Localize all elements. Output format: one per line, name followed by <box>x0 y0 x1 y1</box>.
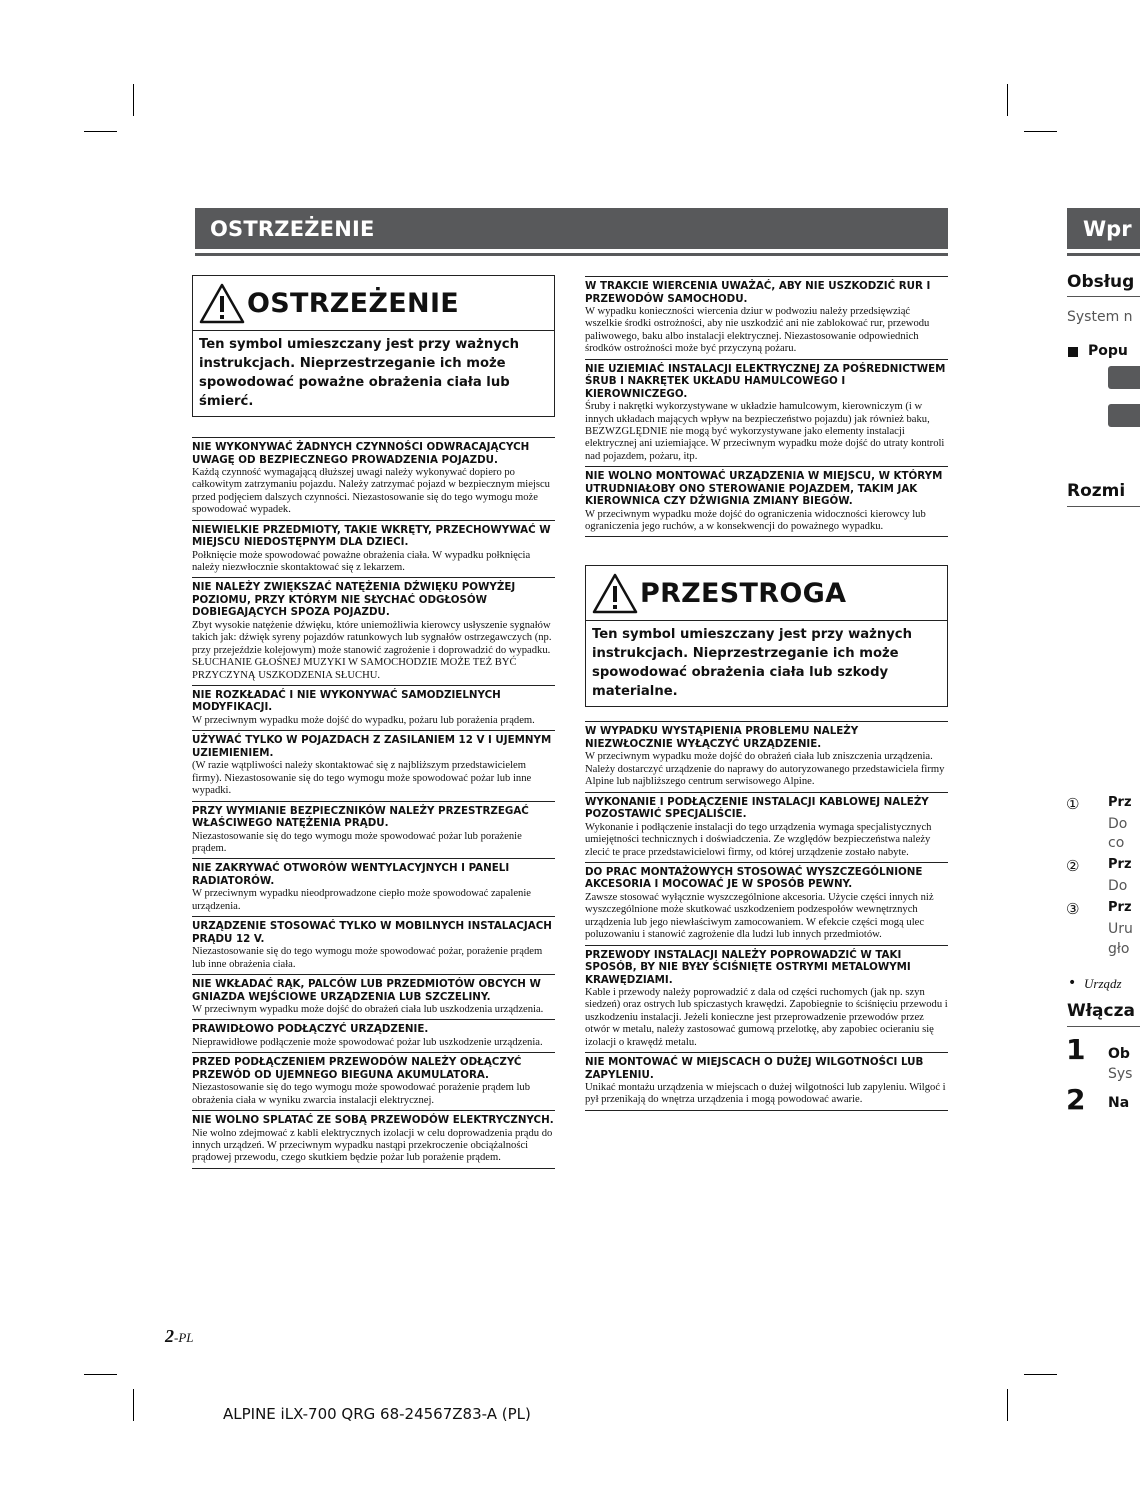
page-number-suffix: -PL <box>174 1330 194 1345</box>
next-page-banner-title: Wpr <box>1083 217 1132 241</box>
crop-mark <box>84 131 117 132</box>
item-heading: PRZY WYMIANIE BEZPIECZNIKÓW NALEŻY PRZESTRZEGAĆ WŁAŚCIWEGO NATĘŻENIA PRĄDU. <box>192 804 529 830</box>
next-page-step-text: Sys <box>1108 1066 1133 1082</box>
next-page-item-text: Uru <box>1108 921 1133 937</box>
item-body: W przeciwnym wypadku może dojść do obrażeń ciała lub zniszczenia urządzenia. Należy dostarczyć urządzenie do naprawy do autoryzowanego przedstawiciela firmy Alpine lub najbliższego centrum serwisowego Alpine. <box>585 751 945 788</box>
warning-item <box>192 686 555 731</box>
crop-mark <box>1007 1389 1008 1421</box>
item-heading: NIE ROZKŁADAĆ I NIE WYKONYWAĆ SAMODZIELNYCH MODYFIKACJI. <box>192 688 501 714</box>
caution-box <box>585 565 948 707</box>
item-body: Każdą czynność wymagającą dłuższej uwagi należy wykonywać dopiero po całkowitym zatrzymaniu pojazdu. Należy zatrzymać pojazd w bezpiecznym miejscu przed podjęciem dalszych czynności. Niezastosowanie się do tego wymogu może spowodować wypadek. <box>192 467 550 516</box>
item-heading: WYKONANIE I PODŁĄCZENIE INSTALACJI KABLOWEJ NALEŻY POZOSTAWIĆ SPECJALIŚCIE. <box>585 795 929 821</box>
page-number-value: 2 <box>165 1326 174 1346</box>
caution-text: Ten symbol umieszczany jest przy ważnych instrukcjach. Nieprzestrzeganie ich może spowodować obrażenia ciała lub szkody materialne. <box>592 627 913 700</box>
next-page-step-number: 1 <box>1066 1033 1086 1066</box>
caution-item <box>585 721 948 792</box>
item-heading: W WYPADKU WYSTĄPIENIA PROBLEMU NALEŻY NIEZWŁOCZNIE WYŁĄCZYĆ URZĄDZENIE. <box>585 725 859 750</box>
section-banner <box>195 208 948 249</box>
page-number <box>165 1326 194 1347</box>
item-body: Unikać montażu urządzenia w miejscach o dużej wilgotności lub zapyleniu. Wilgoć i pył przenikają do wnętrza urządzenia i mogą powodować awarie. <box>585 1082 946 1106</box>
warning-box <box>192 275 555 417</box>
item-heading: DO PRAC MONTAŻOWYCH STOSOWAĆ WYSZCZEGÓLNIONE AKCESORIA I MOCOWAĆ JE W SPOSÓB PEWNY. <box>585 865 923 891</box>
item-body: Wykonanie i podłączenie instalacji do tego urządzenia wymaga specjalistycznych umiejętności technicznych i doświadczenia. Ze względów bezpieczeństwa należy zlecić te prace przedstawicielowi firmy, od której urządzenie zostało nabyte. <box>585 821 932 858</box>
warning-item <box>585 276 948 360</box>
item-heading: URZĄDZENIE STOSOWAĆ TYLKO W MOBILNYCH INSTALACJACH PRĄDU 12 V. <box>192 920 552 945</box>
caution-triangle-icon <box>592 572 638 614</box>
next-page-banner <box>1067 208 1140 249</box>
next-page-item-text: co <box>1108 835 1125 851</box>
item-body: Kable i przewody należy poprowadzić z dala od części ruchomych (jak np. szyn siedzeń) oraz ostrych lub spiczastych krawędzi. Zapobiegnie to ściśnięciu przewodu i uszkodzeniu instalacji. Jeżeli konieczne jest przeprowadzenie przewodów przez otwór w metalu, należy zastosować gumową przelotkę, aby zapobiec ocieraniu się izolacji o krawędź metalu. <box>585 987 948 1048</box>
item-heading: NIE WOLNO SPLATAĆ ZE SOBĄ PRZEWODÓW ELEKTRYCZNYCH. <box>192 1114 554 1127</box>
item-body: Niezastosowanie się do tego wymogu może spowodować pożar, porażenie prądem lub inne obrażenia ciała. <box>192 946 543 970</box>
item-body: W przeciwnym wypadku może dojść do obrażeń ciała lub uszkodzenia urządzenia. <box>192 1004 544 1016</box>
crop-mark <box>1024 1374 1057 1375</box>
item-heading: NIE UZIEMIAĆ INSTALACJI ELEKTRYCZNEJ ZA POŚREDNICTWEM ŚRUB I NAKRĘTEK UKŁADU HAMULCOWEGO I KIEROWNICZEGO. <box>585 362 946 400</box>
caution-item <box>585 863 948 946</box>
next-page-rule <box>1067 296 1140 297</box>
crop-mark <box>133 84 134 116</box>
warning-item <box>192 578 555 686</box>
next-page-item-title: Prz <box>1108 900 1132 915</box>
next-page-item-number: ① <box>1066 795 1080 813</box>
warning-item <box>585 360 948 468</box>
next-page-item-number: ② <box>1066 857 1080 875</box>
warning-item <box>192 802 555 860</box>
next-page-step-title: Ob <box>1108 1046 1130 1062</box>
item-body: Śruby i nakrętki wykorzystywane w układzie hamulcowym, kierowniczym (i w innych układach mających wpływ na bezpieczeństwo pojazdu) jak również baku, BEZWZGLĘDNIE nie mogą być wykorzystywane jako elementy instalacji elektrycznej ani uziemiające. W przeciwnym wypadku może dojść do utraty kontroli nad pojazdem, pożaru, itp. <box>585 401 945 462</box>
next-page-text: System n <box>1067 309 1133 325</box>
warning-item <box>192 1053 555 1111</box>
warning-triangle-icon <box>199 282 245 324</box>
caution-item <box>585 946 948 1054</box>
warning-title: OSTRZEŻENIE <box>247 287 460 319</box>
item-heading: PRZEWODY INSTALACJI NALEŻY POPROWADZIĆ W TAKI SPOSÓB, BY NIE BYŁY ŚCIŚNIĘTE OSTRYMI METALOWYMI KRAWĘDZIAMI. <box>585 948 911 986</box>
item-heading: NIE WKŁADAĆ RĄK, PALCÓW LUB PRZEDMIOTÓW OBCYCH W GNIAZDA WEJŚCIOWE URZĄDZENIA LUB SZCZELINY. <box>192 978 541 1003</box>
item-heading: NIE WYKONYWAĆ ŻADNYCH CZYNNOŚCI ODWRACAJĄCYCH UWAGĘ OD BEZPIECZNEGO PROWADZENIA POJAZDU. <box>192 441 530 466</box>
warning-item <box>192 975 555 1020</box>
warning-item <box>192 859 555 917</box>
item-heading: NIE NALEŻY ZWIĘKSZAĆ NATĘŻENIA DŹWIĘKU POWYŻEJ POZIOMU, PRZY KTÓRYM NIE SŁYCHAĆ ODGŁOSÓW DOBIEGAJĄCYCH SPOZA POJAZDU. <box>192 581 516 619</box>
warning-item <box>585 467 948 537</box>
item-body: Niezastosowanie się do tego wymogu może spowodować porażenie prądem lub obrażenia ciała w wyniku zwarcia instalacji elektrycznej. <box>192 1082 531 1106</box>
item-body: Zbyt wysokie natężenie dźwięku, które uniemożliwia kierowcy usłyszenie sygnałów takich jak: dźwięk syreny pojazdów ratunkowych lub sygnałów ostrzegawczych (np. przy przejeździe kolejowym) może stanowić zagrożenie i doprowadzić do wypadku. SŁUCHANIE GŁOŚNEJ MUZYKI W SAMOCHODZIE MOŻE TEŻ BYĆ PRZYCZYNĄ USZKODZENIA SŁUCHU. <box>192 619 552 681</box>
next-page-step-title: Na <box>1108 1095 1130 1111</box>
item-body: Nieprawidłowe podłączenie może spowodować pożar lub uszkodzenie urządzenia. <box>192 1036 543 1048</box>
banner-title: OSTRZEŻENIE <box>210 217 375 241</box>
next-page-rule <box>1067 506 1140 507</box>
warning-header <box>193 276 554 331</box>
caution-item <box>585 793 948 863</box>
left-column <box>192 275 555 1169</box>
item-body: Zawsze stosować wyłącznie wyszczególnione akcesoria. Użycie części innych niż wyszczególnione może skutkować uszkodzeniem podzespołów wewnętrznych urządzenia lub jego niewłaściwym zamocowaniem. W efekcie części mogą ulec poluzowaniu i stanowić zagrożenie dla ludzi lub innych przedmiotów. <box>585 891 934 941</box>
next-page-button-graphic <box>1108 366 1140 389</box>
warning-item <box>192 521 555 579</box>
next-page-heading: Włącza <box>1067 1001 1135 1021</box>
next-page-button-graphic <box>1108 404 1140 427</box>
caution-item <box>585 1053 948 1111</box>
item-body: Połknięcie może spowodować poważne obrażenia ciała. W wypadku połknięcia należy niezwłocznie skontaktować się z lekarzem. <box>192 549 531 574</box>
warning-item <box>192 1111 555 1169</box>
next-page-item-title: Prz <box>1108 857 1132 872</box>
next-page-rule <box>1067 1026 1140 1027</box>
item-body: Niezastosowanie się do tego wymogu może spowodować pożar lub porażenie prądem. <box>192 830 522 854</box>
item-body: W wypadku konieczności wiercenia dziur w podwoziu należy przedsięwziąć wszelkie środki ostrożności, aby nie uszkodzić ani nie zablokować rur, przewodu paliwowego, baku albo instalacji elektrycznej. Niezastosowanie odpowiednich środków ostrożności może być przyczyną pożaru. <box>585 306 930 355</box>
item-body: W przeciwnym wypadku może dojść do ograniczenia widoczności kierowcy lub ograniczenia jego ruchów, a w konsekwencji do poważnego wypadku. <box>585 508 926 533</box>
item-heading: UŻYWAĆ TYLKO W POJAZDACH Z ZASILANIEM 12 V I UJEMNYM UZIEMIENIEM. <box>192 734 552 759</box>
next-page-bullet-label: Popu <box>1088 343 1128 359</box>
warning-item <box>192 437 555 521</box>
next-page-heading: Rozmi <box>1067 481 1126 501</box>
item-heading: W TRAKCIE WIERCENIA UWAŻAĆ, ABY NIE USZKODZIĆ RUR I PRZEWODÓW SAMOCHODU. <box>585 280 931 305</box>
warning-item <box>192 917 555 975</box>
next-page-item-text: Do <box>1108 816 1128 832</box>
next-page-note: Urządz <box>1084 976 1122 991</box>
next-page-heading: Obsług <box>1067 272 1135 292</box>
crop-mark <box>1024 131 1057 132</box>
next-page-step-number: 2 <box>1066 1083 1086 1116</box>
right-column <box>585 276 948 1111</box>
warning-item <box>192 1020 555 1053</box>
crop-mark <box>1007 84 1008 116</box>
warning-item <box>192 731 555 801</box>
item-heading: NIE ZAKRYWAĆ OTWORÓW WENTYLACYJNYCH I PANELI RADIATORÓW. <box>192 862 510 887</box>
caution-header <box>586 566 947 621</box>
crop-mark <box>84 1374 117 1375</box>
item-heading: NIE WOLNO MONTOWAĆ URZĄDZENIA W MIEJSCU, W KTÓRYM UTRUDNIAŁOBY ONO STEROWANIE POJAZDEM, TAKIM JAK KIEROWNICA CZY DŹWIGNIA ZMIANY BIEGÓW. <box>585 470 943 508</box>
next-page-item-text: Do <box>1108 878 1128 894</box>
next-page-note-bullet: • <box>1068 975 1077 991</box>
print-footer: ALPINE iLX-700 QRG 68-24567Z83-A (PL) <box>223 1405 531 1423</box>
next-page-item-text: gło <box>1108 941 1130 957</box>
item-heading: PRAWIDŁOWO PODŁĄCZYĆ URZĄDZENIE. <box>192 1023 429 1036</box>
warning-text: Ten symbol umieszczany jest przy ważnych instrukcjach. Nieprzestrzeganie ich może spowodować poważne obrażenia ciała lub śmierć. <box>199 337 520 409</box>
item-body: (W razie wątpliwości należy skontaktować się z najbliższym przedstawicielem firmy). Niezastosowanie się do tego wymogu może spowodować pożar lub inne wypadki. <box>192 760 532 797</box>
item-body: Nie wolno zdejmować z kabli elektrycznych izolacji w celu doprowadzenia prądu do innych urządzeń. W przeciwnym wypadku nastąpi przekroczenie obciążalności prądowej przewodu, czego skutkiem będzie pożar lub porażenie prądem. <box>192 1127 553 1164</box>
banner-rule <box>195 253 948 256</box>
bullet-square-icon <box>1068 347 1078 357</box>
next-page-item-number: ③ <box>1066 900 1080 918</box>
item-body: W przeciwnym wypadku może dojść do wypadku, pożaru lub porażenia prądem. <box>192 714 535 726</box>
next-page-banner-rule <box>1067 253 1140 256</box>
item-heading: NIE MONTOWAĆ W MIEJSCACH O DUŻEJ WILGOTNOŚCI LUB ZAPYLENIU. <box>585 1056 924 1081</box>
item-heading: NIEWIELKIE PRZEDMIOTY, TAKIE WKRĘTY, PRZECHOWYWAĆ W MIEJSCU NIEDOSTĘPNYM DLA DZIECI. <box>192 523 551 549</box>
next-page-item-title: Prz <box>1108 795 1132 810</box>
item-body: W przeciwnym wypadku nieodprowadzone ciepło może spowodować zapalenie urządzenia. <box>192 888 531 912</box>
caution-title: PRZESTROGA <box>640 577 847 609</box>
item-heading: PRZED PODŁĄCZENIEM PRZEWODÓW NALEŻY ODŁĄCZYĆ PRZEWÓD OD UJEMNEGO BIEGUNA AKUMULATORA. <box>192 1056 522 1081</box>
crop-mark <box>133 1389 134 1421</box>
